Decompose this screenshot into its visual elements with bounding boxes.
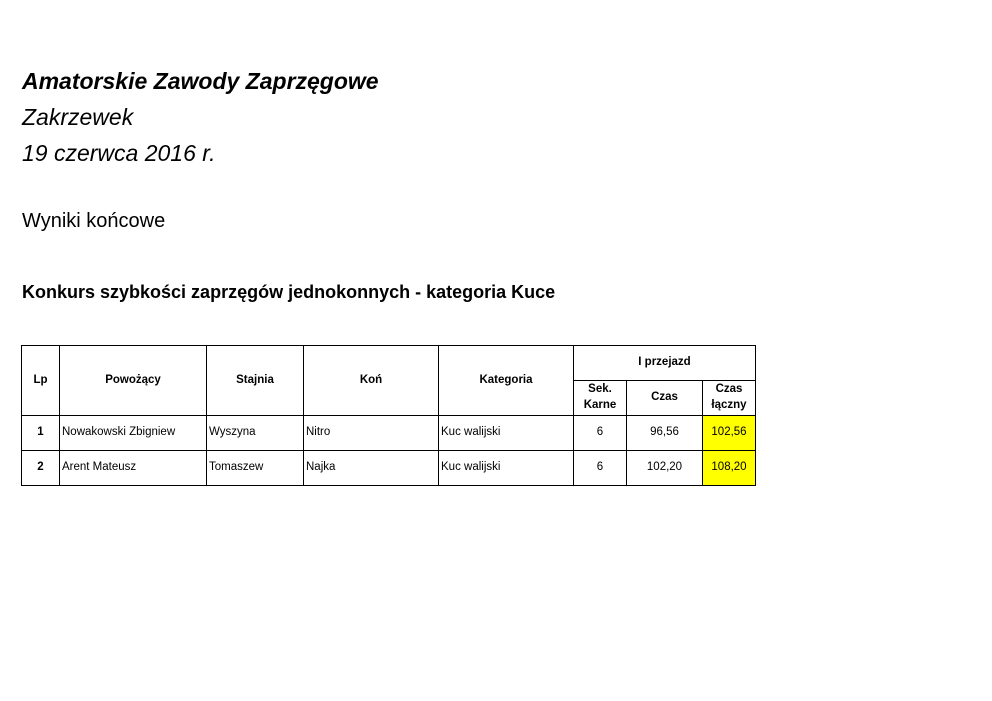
event-place: Zakrzewek [22, 104, 134, 130]
table-row [22, 451, 756, 486]
results-subtitle: Wyniki końcowe [22, 210, 166, 232]
cell-category: Kuc walijski [439, 416, 574, 451]
cell-total-highlighted: 108,20 [703, 451, 756, 486]
competition-heading: Konkurs szybkości zaprzęgów jednokonnych - kategoria Kuce [22, 282, 556, 302]
cell-category: Kuc walijski [439, 451, 574, 486]
cell-horse: Najka [304, 451, 439, 486]
table-row [22, 416, 756, 451]
col-header-lp: Lp [22, 346, 60, 416]
cell-total-highlighted: 102,56 [703, 416, 756, 451]
col-header-time: Czas [627, 381, 703, 416]
col-header-category: Kategoria [439, 346, 574, 416]
cell-time: 96,56 [627, 416, 703, 451]
cell-horse: Nitro [304, 416, 439, 451]
cell-driver: Nowakowski Zbigniew [60, 416, 207, 451]
cell-stable: Tomaszew [207, 451, 304, 486]
col-header-stable: Stajnia [207, 346, 304, 416]
cell-penalty: 6 [574, 451, 627, 486]
table-header-row [22, 346, 756, 381]
col-header-total: Czas łączny [703, 381, 756, 416]
col-header-horse: Koń [304, 346, 439, 416]
col-group-header-round: I przejazd [574, 346, 756, 381]
col-header-penalty: Sek. Karne [574, 381, 627, 416]
page-title: Amatorskie Zawody Zaprzęgowe [22, 68, 379, 94]
cell-lp: 2 [22, 451, 60, 486]
cell-penalty: 6 [574, 416, 627, 451]
cell-stable: Wyszyna [207, 416, 304, 451]
results-table [21, 345, 756, 486]
event-date: 19 czerwca 2016 r. [22, 140, 216, 166]
col-header-driver: Powożący [60, 346, 207, 416]
cell-time: 102,20 [627, 451, 703, 486]
cell-lp: 1 [22, 416, 60, 451]
cell-driver: Arent Mateusz [60, 451, 207, 486]
